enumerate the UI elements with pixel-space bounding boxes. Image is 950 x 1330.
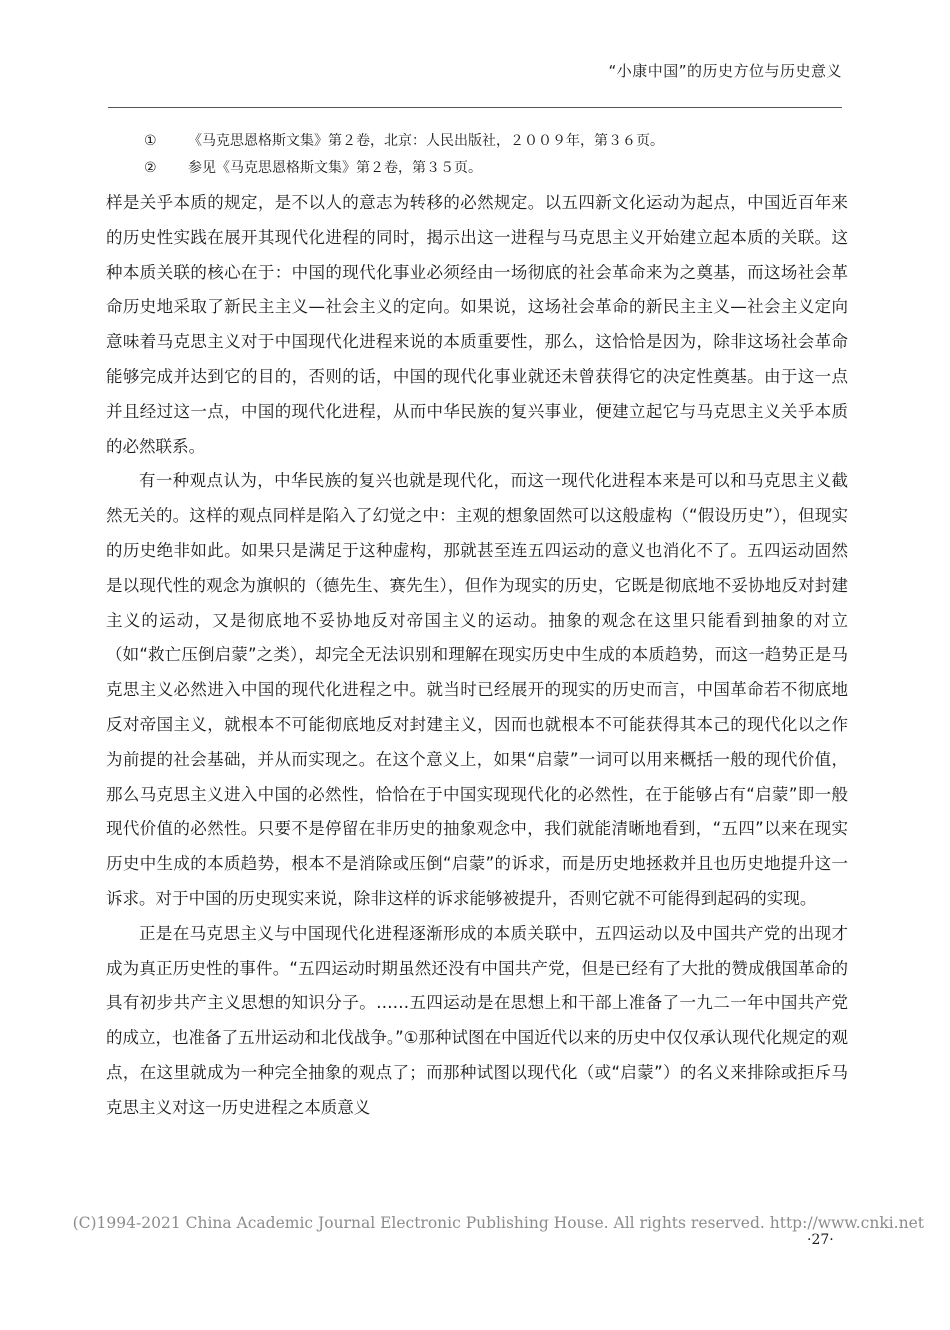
paragraph: 正是在马克思主义与中国现代化进程逐渐形成的本质关联中，五四运动以及中国共产党的出现才成为真正历史性的事件。“五四运动时期虽然还没有中国共产党，但是已经有了大批的赞成俄国革命的具有初步共产主义思想的知识分子。……五四运动是在思想上和干部上准备了一九二一年中国共产党的成立，也准备了五卅运动和北伐战争。”①那种试图在中国近代以来的历史中仅仅承认现代化规定的观点，在这里就成为一种完全抽象的观点了；而那种试图以现代化（或“启蒙”）的名义来排除或拒斥马克思主义对这一历史进程之本质意义 bbox=[106, 923, 849, 1117]
footnote-1 bbox=[108, 128, 848, 155]
footnote-text: 《马克思恩格斯文集》第２卷，北京：人民出版社，２００９年，第３６页。 bbox=[188, 133, 664, 149]
footnote-mark: ① bbox=[144, 133, 157, 149]
copyright-notice: (C)1994-2021 China Academic Journal Electronic Publishing House. All rights reserved. http://www.cnki.net bbox=[72, 1214, 924, 1232]
footnote-text: 参见《马克思恩格斯文集》第２卷，第３５页。 bbox=[188, 160, 482, 176]
paragraph-continued: 样是关乎本质的规定，是不以人的意志为转移的必然规定。以五四新文化运动为起点，中国近百年来的历史性实践在展开其现代化进程的同时，揭示出这一进程与马克思主义开始建立起本质的关联。这种本质关联的核心在于：中国的现代化事业必须经由一场彻底的社会革命来为之奠基，而这场社会革命历史地采取了新民主主义—社会主义的定向。如果说，这场社会革命的新民主主义—社会主义定向意味着马克思主义对于中国现代化进程来说的本质重要性，那么，这恰恰是因为，除非这场社会革命能够完成并达到它的目的，否则的话，中国的现代化事业就还未曾获得它的决定性奠基。由于这一点并且经过这一点，中国的现代化进程，从而中华民族的复兴事业，便建立起它与马克思主义关乎本质的必然联系。 bbox=[106, 193, 848, 456]
footnote-mark: ② bbox=[144, 160, 157, 176]
footnote-2 bbox=[108, 155, 848, 182]
running-header-title: “小康中国”的历史方位与历史意义 bbox=[608, 62, 842, 80]
header-rule bbox=[108, 107, 842, 108]
body-text bbox=[106, 186, 848, 1126]
paragraph: 有一种观点认为，中华民族的复兴也就是现代化，而这一现代化进程本来是可以和马克思主义截然无关的。这样的观点同样是陷入了幻觉之中：主观的想象固然可以这般虚构（“假设历史”），但现实的历史绝非如此。如果只是满足于这种虚构，那就甚至连五四运动的意义也消化不了。五四运动固然是以现代性的观念为旗帜的（德先生、赛先生），但作为现实的历史，它既是彻底地不妥协地反对封建主义的运动，又是彻底地不妥协地反对帝国主义的运动。抽象的观念在这里只能看到抽象的对立（如“救亡压倒启蒙”之类），却完全无法识别和理解在现实历史中生成的本质趋势，而这一趋势正是马克思主义必然进入中国的现代化进程之中。就当时已经展开的现实的历史而言，中国革命若不彻底地反对帝国主义，就根本不可能彻底地反对封建主义，因而也就根本不可能获得其本己的现代化以之作为前提的社会基础，并从而实现之。在这个意义上，如果“启蒙”一词可以用来概括一般的现代价值，那么马克思主义进入中国的必然性，恰恰在于中国实现现代化的必然性，在于能够占有“启蒙”即一般现代价值的必然性。只要不是停留在非历史的抽象观念中，我们就能清晰地看到，“五四”以来在现实历史中生成的本质趋势，根本不是消除或压倒“启蒙”的诉求，而是历史地拯救并且也历史地提升这一诉求。对于中国的历史现实来说，除非这样的诉求能够被提升，否则它就不可能得到起码的实现。 bbox=[106, 471, 848, 908]
page-number: ·27· bbox=[807, 1232, 834, 1248]
footnotes bbox=[108, 128, 848, 182]
